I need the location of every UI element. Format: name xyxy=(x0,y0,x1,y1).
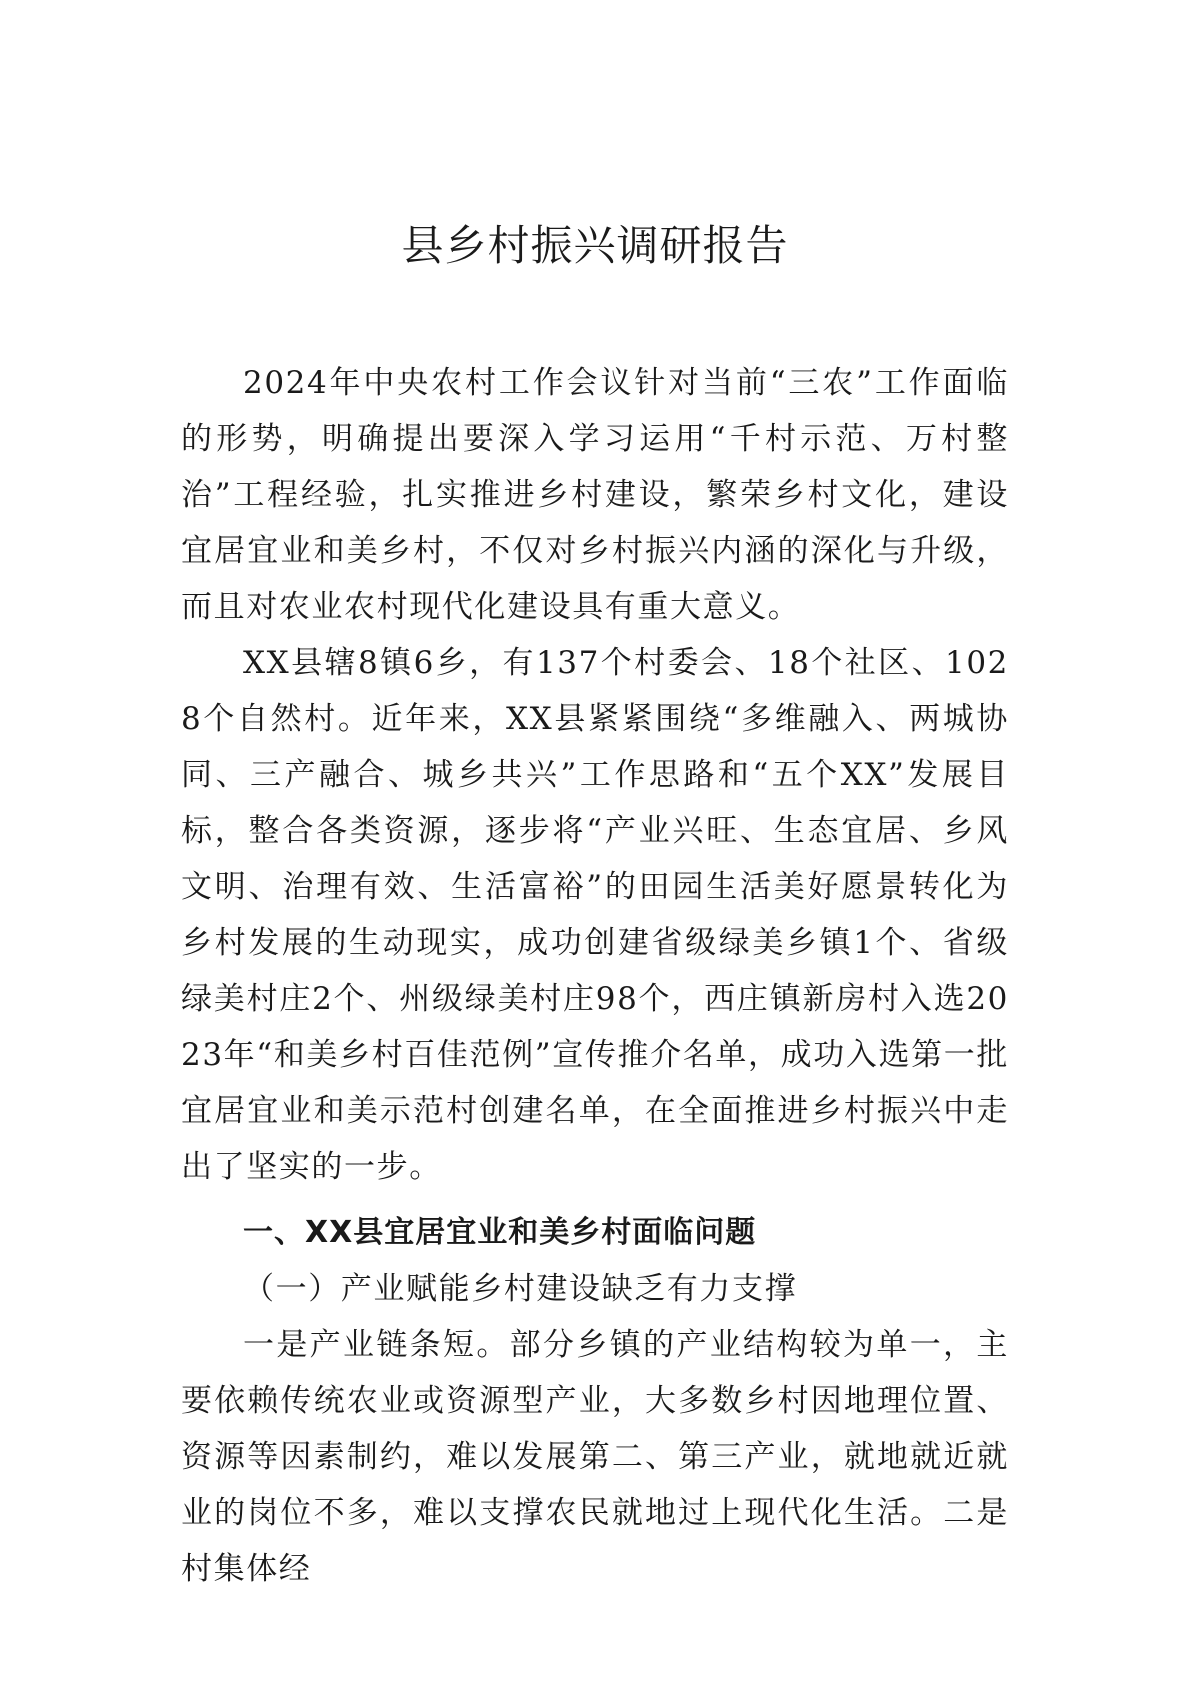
subsection-heading-1: （一）产业赋能乡村建设缺乏有力支撑 xyxy=(243,1271,798,1307)
section-heading-1: 一、XX县宜居宜业和美乡村面临问题 xyxy=(243,1215,757,1250)
document-title: 县乡村振兴调研报告 xyxy=(401,221,789,270)
paragraph-intro: 2024年中央农村工作会议针对当前“三农”工作面临的形势，明确提出要深入学习运用“千村示范、万村整治”工程经验，扎实推进乡村建设，繁荣乡村文化，建设宜居宜业和美乡村，不仅对乡村振兴内涵的深化与升级，而且对农业农村现代化建设具有重大意义。 xyxy=(181,365,1009,625)
paragraph-industry-chain: 一是产业链条短。部分乡镇的产业结构较为单一，主要依赖传统农业或资源型产业，大多数乡村因地理位置、资源等因素制约，难以发展第二、第三产业，就地就近就业的岗位不多，难以支撑农民就地过上现代化生活。二是村集体经 xyxy=(181,1327,1009,1587)
document-body xyxy=(181,355,1009,1597)
paragraph-county-overview: XX县辖8镇6乡，有137个村委会、18个社区、1028个自然村。近年来，XX县紧紧围绕“多维融入、两城协同、三产融合、城乡共兴”工作思路和“五个XX”发展目标，整合各类资源，逐步将“产业兴旺、生态宜居、乡风文明、治理有效、生活富裕”的田园生活美好愿景转化为乡村发展的生动现实，成功创建省级绿美乡镇1个、省级绿美村庄2个、州级绿美村庄98个，西庄镇新房村入选2023年“和美乡村百佳范例”宣传推介名单，成功入选第一批宜居宜业和美示范村创建名单，在全面推进乡村振兴中走出了坚实的一步。 xyxy=(181,645,1009,1185)
